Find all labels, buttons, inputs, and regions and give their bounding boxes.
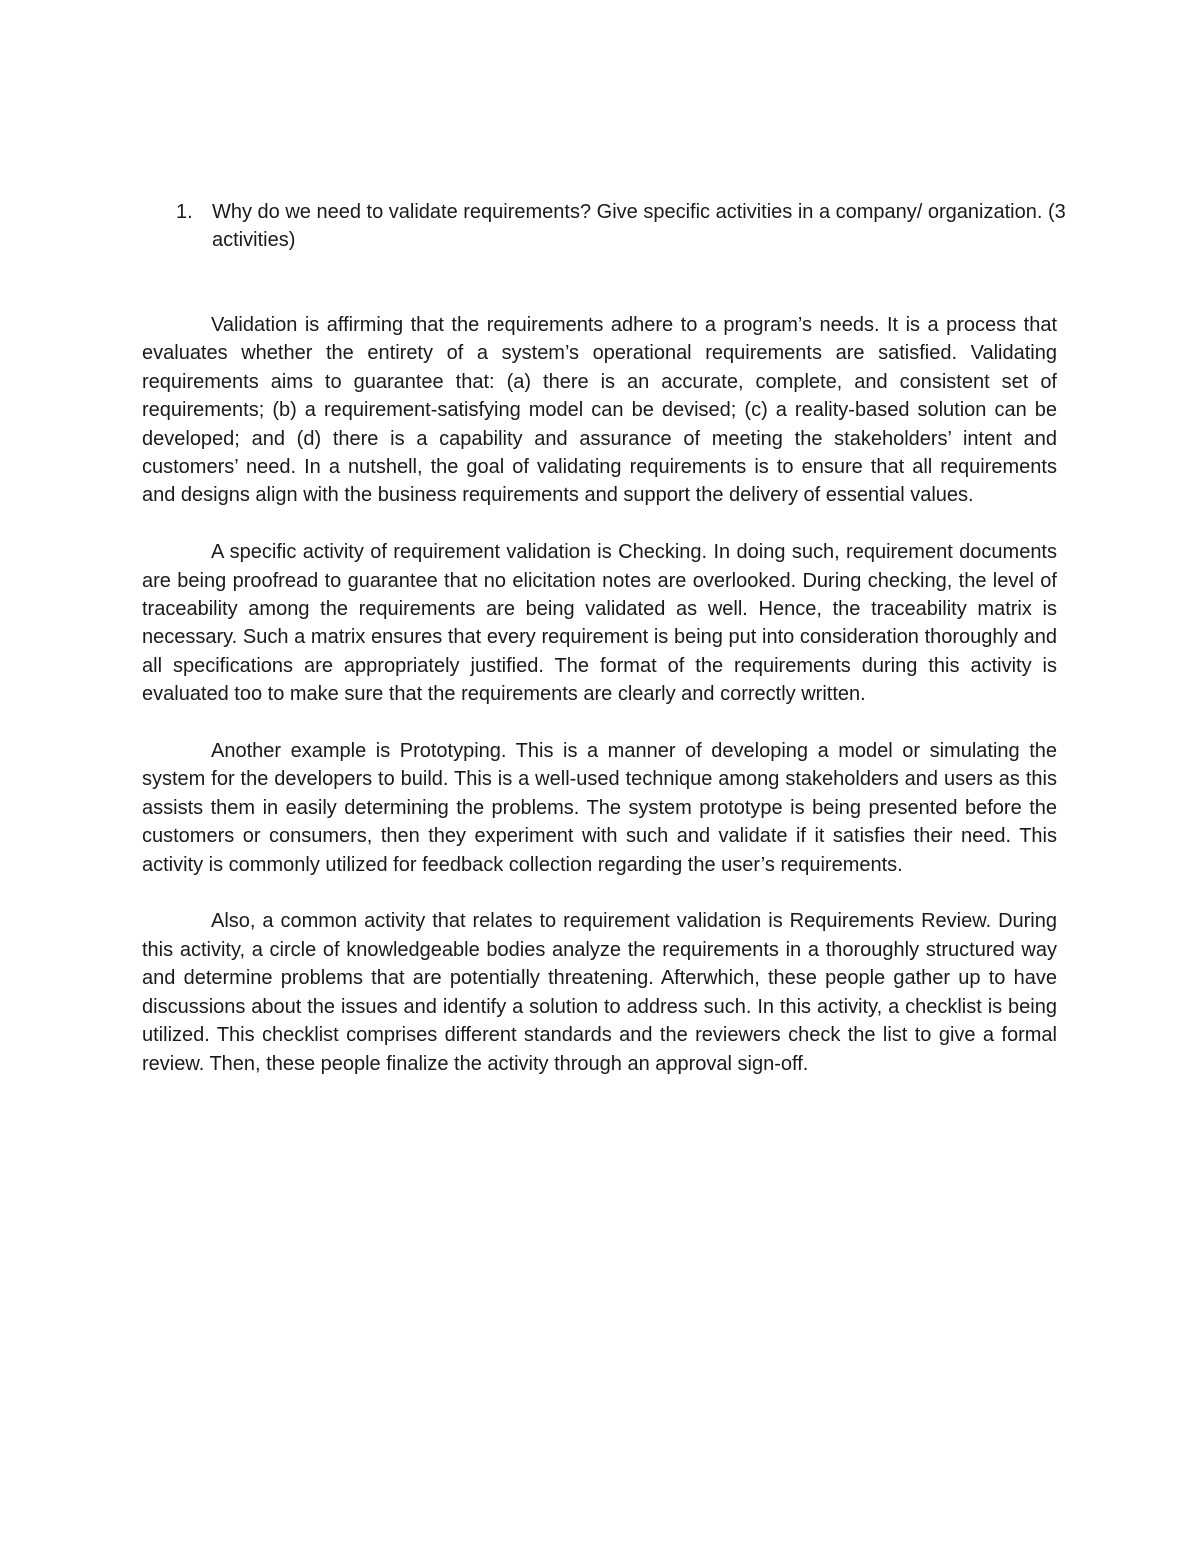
paragraph-prototyping: Another example is Prototyping. This is a manner of developing a model or simulating the system for the developers to build. This is a well-used technique among stakeholders and users as this assists them in easily determining the problems. The system prototype is being presented before the customers or consumers, then they experiment with such and validate if it satisfies their need. This activity is commonly utilized for feedback collection regarding the user’s requirements.	[142, 740, 1057, 876]
answer-body	[142, 311, 1057, 1106]
question-text: Why do we need to validate requirements? Give specific activities in a company/ organization. (3 activities)	[212, 201, 1066, 252]
question-number: 1.	[176, 201, 193, 223]
paragraph-validation-definition: Validation is affirming that the requirements adhere to a program’s needs. It is a process that evaluates whether the entirety of a system’s operational requirements are satisfied. Validating requirements aims to guarantee that: (a) there is an accurate, complete, and consistent set of requirements; (b) a requirement-satisfying model can be devised; (c) a reality-based solution can be developed; and (d) there is a capability and assurance of meeting the stakeholders’ intent and customers’ need. In a nutshell, the goal of validating requirements is to ensure that all requirements and designs align with the business requirements and support the delivery of essential values.	[142, 314, 1057, 507]
paragraph-checking: A specific activity of requirement validation is Checking. In doing such, requirement documents are being proofread to guarantee that no elicitation notes are overlooked. During checking, the level of traceability among the requirements are being validated as well. Hence, the traceability matrix is necessary. Such a matrix ensures that every requirement is being put into consideration thoroughly and all specifications are appropriately justified. The format of the requirements during this activity is evaluated too to make sure that the requirements are clearly and correctly written.	[142, 541, 1057, 706]
paragraph-requirements-review: Also, a common activity that relates to requirement validation is Requirements Review. During this activity, a circle of knowledgeable bodies analyze the requirements in a thoroughly structured way and determine problems that are potentially threatening. Afterwhich, these people gather up to have discussions about the issues and identify a solution to address such. In this activity, a checklist is being utilized. This checklist comprises different standards and the reviewers check the list to give a formal review. Then, these people finalize the activity through an approval sign-off.	[142, 910, 1057, 1075]
question-item	[176, 198, 1076, 255]
